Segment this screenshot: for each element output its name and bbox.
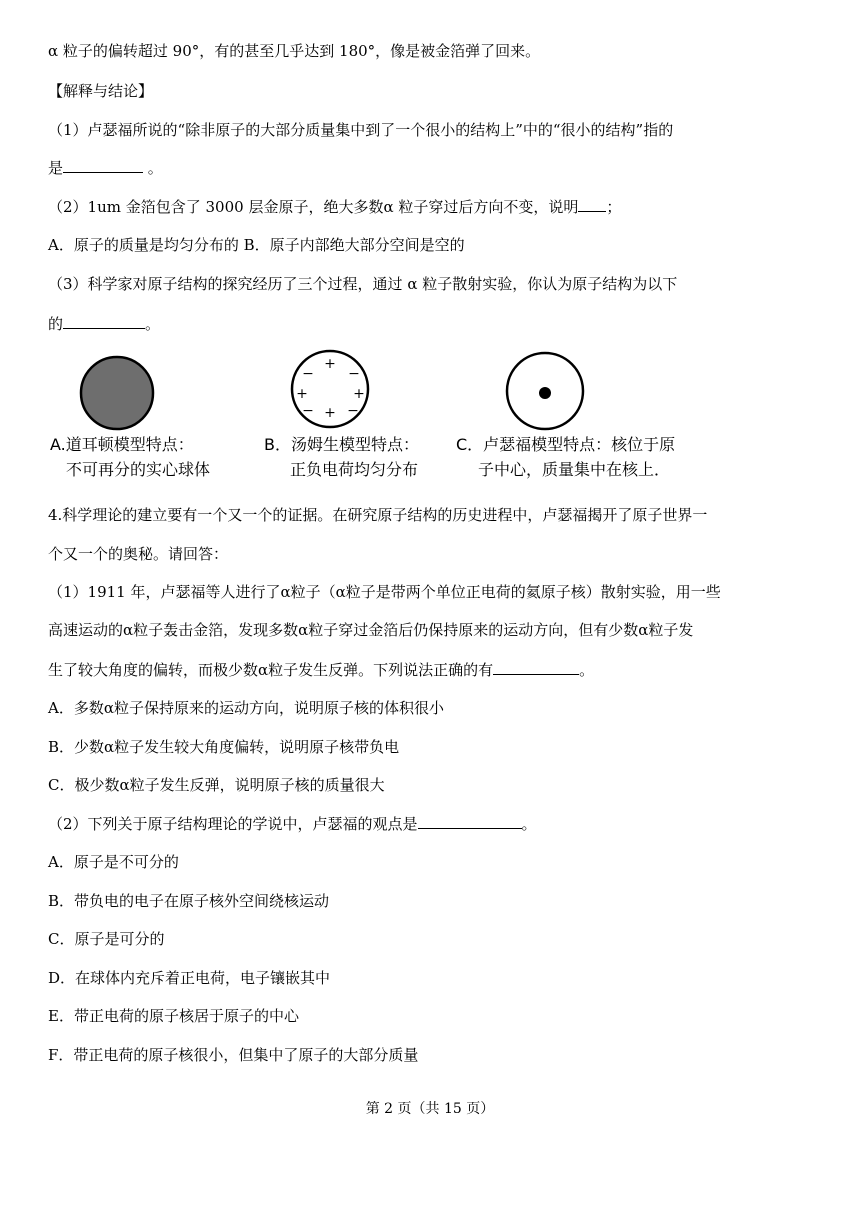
question-4-1-prefix: 生了较大角度的偏转，而极少数α粒子发生反弹。下列说法正确的有 [48, 661, 494, 679]
thomson-charge: + [324, 356, 336, 372]
answer-blank[interactable] [418, 814, 522, 829]
question-2-suffix: ； [606, 198, 622, 216]
dalton-caption-line2: 不可再分的实心球体 [66, 460, 211, 479]
question-4-2-answer-line [48, 814, 537, 834]
option-c: C．原子是可分的 [48, 930, 165, 948]
option-a: A．多数α粒子保持原来的运动方向，说明原子核的体积很小 [48, 699, 444, 717]
section-heading-explanation: 【解释与结论】 [48, 82, 154, 100]
dalton-caption-line1: A.道耳顿模型特点： [50, 435, 194, 454]
question-4-text-cont: 个又一个的奥秘。请回答： [48, 545, 229, 563]
option-b: B．带负电的电子在原子核外空间绕核运动 [48, 892, 330, 910]
option-d: D．在球体内充斥着正电荷，电子镶嵌其中 [48, 969, 331, 987]
option-f: F．带正电荷的原子核很小，但集中了原子的大部分质量 [48, 1046, 419, 1064]
question-3-text: （3）科学家对原子结构的探究经历了三个过程，通过 α 粒子散射实验，你认为原子结构为以下 [48, 275, 678, 293]
question-3-prefix: 的 [48, 315, 64, 333]
answer-blank[interactable] [493, 660, 579, 675]
question-2-options: A．原子的质量是均匀分布的 B．原子内部绝大部分空间是空的 [48, 236, 465, 254]
question-4-2-suffix: 。 [521, 815, 537, 833]
thomson-charge: − [302, 403, 314, 419]
question-4-1-answer-line [48, 660, 594, 680]
thomson-charge: + [296, 386, 308, 402]
question-4-1-text-cont: 高速运动的α粒子轰击金箔，发现多数α粒子穿过金箔后仍保持原来的运动方向，但有少数α粒子发 [48, 621, 694, 639]
question-4-text: 4.科学理论的建立要有一个又一个的证据。在研究原子结构的历史进程中，卢瑟福揭开了原子世界一 [48, 506, 708, 524]
question-1-text: （1）卢瑟福所说的“除非原子的大部分质量集中到了一个很小的结构上”中的“很小的结构”指的 [48, 121, 674, 139]
thomson-charge: + [353, 386, 365, 402]
question-2-body: （2）1um 金箔包含了 3000 层金原子，绝大多数α 粒子穿过后方向不变，说明 [48, 198, 579, 216]
option-c: C．极少数α粒子发生反弹，说明原子核的质量很大 [48, 776, 385, 794]
rutherford-caption-line2: 子中心，质量集中在核上． [478, 460, 671, 479]
text-line-1: α 粒子的偏转超过 90°，有的甚至几乎达到 180°，像是被金箔弹了回来。 [48, 42, 541, 60]
question-3-suffix: 。 [145, 315, 161, 333]
thomson-charge: − [348, 366, 360, 382]
thomson-charge: − [302, 366, 314, 382]
option-e: E．带正电荷的原子核居于原子的中心 [48, 1007, 299, 1025]
thomson-charge: − [347, 403, 359, 419]
question-1-prefix: 是 [48, 159, 64, 177]
thomson-caption-line1: B．汤姆生模型特点： [264, 435, 419, 454]
question-1-suffix: 。 [143, 159, 163, 177]
page-footer: 第 2 页（共 15 页） [365, 1101, 495, 1117]
answer-blank[interactable] [63, 158, 143, 173]
rutherford-nucleus [539, 387, 551, 399]
thomson-caption-line2: 正负电荷均匀分布 [290, 460, 419, 479]
question-1-answer-line [48, 158, 163, 178]
question-3-answer-line [48, 314, 160, 334]
answer-blank[interactable] [63, 314, 145, 329]
question-4-2-prefix: （2）下列关于原子结构理论的学说中，卢瑟福的观点是 [48, 815, 418, 833]
option-a: A．原子是不可分的 [48, 853, 179, 871]
rutherford-caption-line1: C．卢瑟福模型特点：核位于原 [456, 435, 676, 454]
answer-blank[interactable] [578, 197, 606, 212]
atom-models-figure [40, 345, 800, 485]
question-4-1-text: （1）1911 年，卢瑟福等人进行了α粒子（α粒子是带两个单位正电荷的氦原子核）散射实验，用一些 [48, 583, 721, 601]
dalton-model-sphere [81, 357, 153, 429]
question-4-1-suffix: 。 [579, 661, 595, 679]
question-2-text [48, 197, 621, 217]
thomson-charge: + [324, 405, 336, 421]
option-b: B．少数α粒子发生较大角度偏转，说明原子核带负电 [48, 738, 400, 756]
